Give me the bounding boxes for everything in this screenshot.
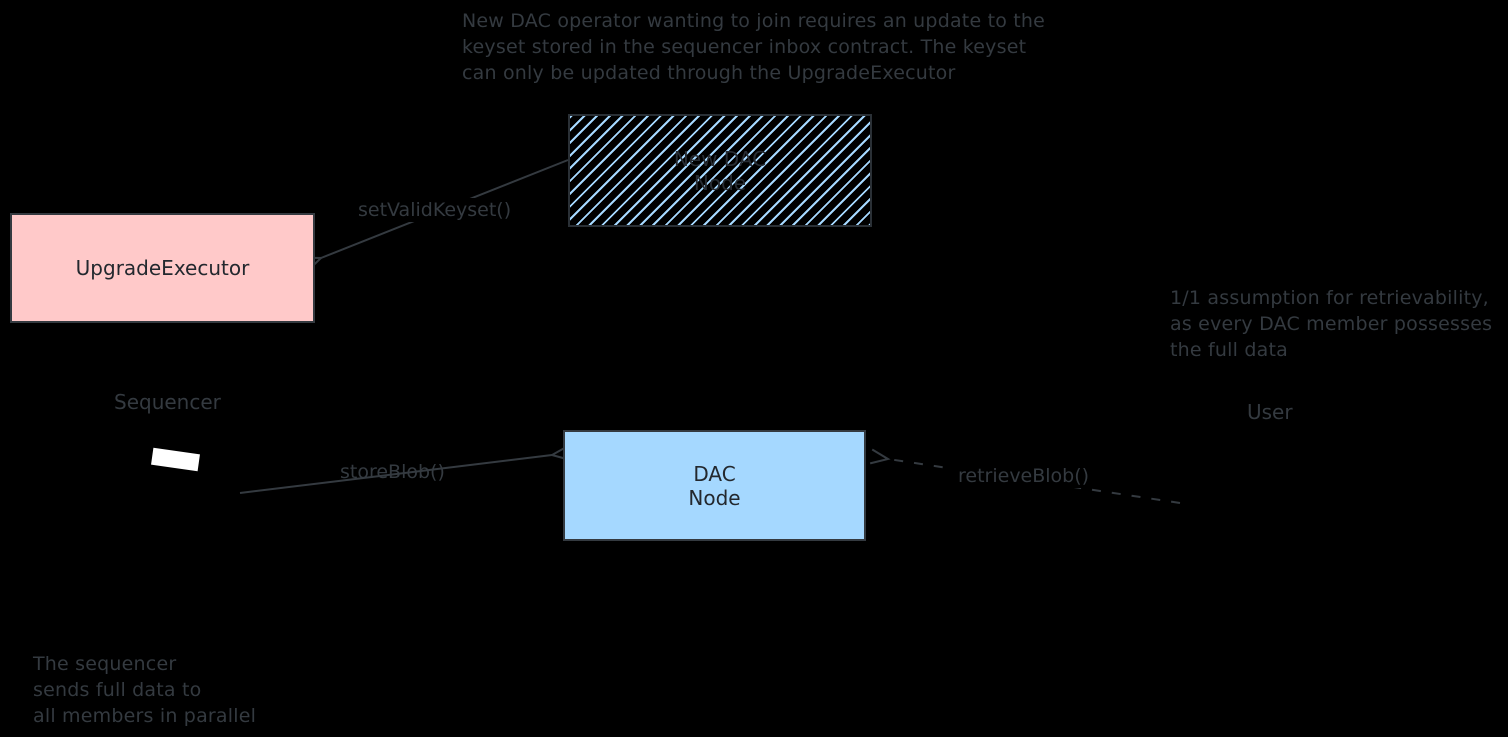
node-new-dac-node — [568, 114, 872, 227]
label-user: User — [1247, 400, 1293, 424]
note-line: 1/1 assumption for retrievability, — [1170, 287, 1489, 309]
note-line: New DAC operator wanting to join requires an update to the — [462, 10, 1046, 32]
edge-label-storeblob: storeBlob() — [340, 461, 445, 483]
node-dac-node — [563, 430, 866, 541]
note-line: sends full data to — [33, 679, 202, 701]
note-line: all members in parallel — [33, 705, 257, 727]
node-label: Node — [693, 170, 747, 195]
node-label: Node — [688, 485, 741, 510]
label-sequencer: Sequencer — [114, 390, 221, 414]
note-parallel-send — [33, 651, 256, 729]
note-line: keyset stored in the sequencer inbox contract. The keyset — [462, 36, 1027, 58]
note-line: can only be updated through the UpgradeExecutor — [462, 62, 956, 84]
note-line: The sequencer — [33, 653, 177, 675]
node-label: New DAC — [673, 146, 767, 171]
note-line: as every DAC member possesses — [1170, 313, 1493, 335]
node-label: UpgradeExecutor — [75, 256, 250, 280]
edge-label-retrieveblob: retrieveBlob() — [952, 464, 1095, 488]
note-retrievability — [1170, 285, 1492, 363]
note-keyset-update — [462, 8, 1045, 86]
edge-label-setvalidkeyset: setValidKeyset() — [352, 198, 517, 222]
note-line: the full data — [1170, 339, 1288, 361]
node-upgrade-executor — [10, 213, 315, 323]
node-label: DAC — [693, 461, 736, 486]
